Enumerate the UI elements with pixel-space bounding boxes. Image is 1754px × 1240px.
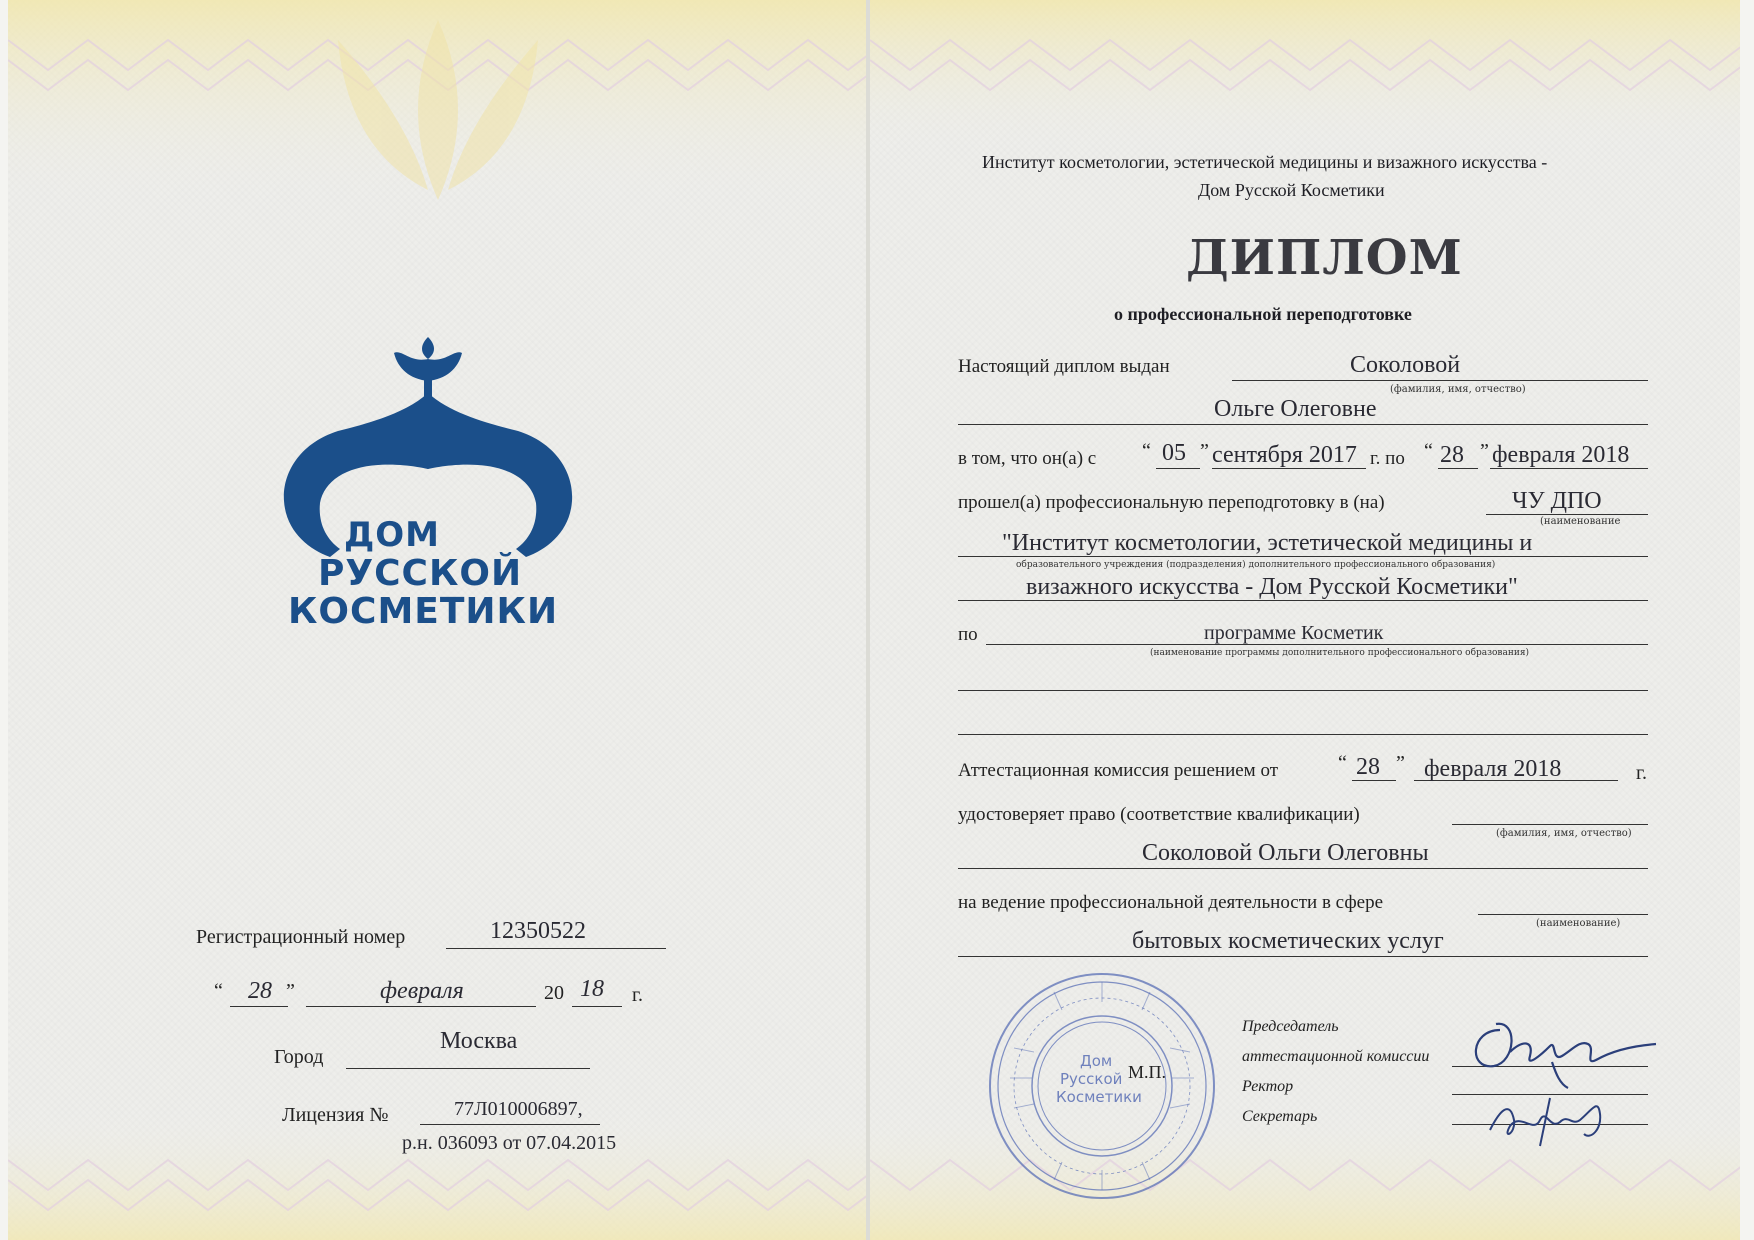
seal-center-1: Дом — [1080, 1052, 1113, 1070]
program-hint: (наименование программы дополнительного профессионального образования) — [1150, 648, 1530, 658]
certifies-line — [1452, 824, 1648, 825]
issued-label: Настоящий диплом выдан — [958, 356, 1170, 377]
chair-signature-icon — [1460, 1000, 1660, 1090]
commission-month-year: февраля 2018 — [1424, 756, 1562, 782]
license-label: Лицензия № — [282, 1104, 389, 1126]
activity-hint-line — [1478, 914, 1648, 915]
org-hint-2: образовательного учреждения (подразделения) дополнительного профессионального образования) — [1016, 560, 1496, 570]
name-value: Ольге Олеговне — [1214, 396, 1377, 422]
city-label: Город — [274, 1046, 324, 1068]
start-open-quote: “ — [1142, 440, 1151, 462]
program-extra-line-2 — [958, 734, 1648, 735]
top-ornament-band-right — [870, 0, 1740, 150]
seal-center-3: Косметики — [1056, 1088, 1142, 1106]
reg-number-value: 12350522 — [490, 918, 586, 944]
secretary-signature-icon — [1480, 1090, 1630, 1150]
end-close-quote: ” — [1480, 440, 1489, 462]
dom-russkoy-kosmetiki-logo — [278, 335, 578, 645]
reg-number-line — [446, 948, 666, 949]
activity-label: на ведение профессиональной деятельности в сфере — [958, 892, 1384, 913]
top-ornament-band — [8, 0, 866, 200]
period-mid: г. по — [1370, 448, 1405, 469]
start-month-year: сентября 2017 — [1212, 442, 1357, 468]
certifies-label: удостоверяет право (соответствие квалификации) — [958, 804, 1360, 825]
left-page — [8, 0, 866, 1240]
date-month-line — [306, 1006, 536, 1007]
fio-hint: (фамилия, имя, отчество) — [1390, 384, 1526, 395]
rector-label: Ректор — [1242, 1078, 1294, 1095]
org-line-2: визажного искусства - Дом Русской Косметики" — [1026, 574, 1518, 600]
end-month-year: февраля 2018 — [1492, 442, 1630, 468]
commission-open-quote: “ — [1338, 752, 1347, 774]
passed-label: прошел(а) профессиональную переподготовку в (на) — [958, 492, 1385, 513]
start-day: 05 — [1162, 440, 1186, 466]
name-line — [958, 424, 1648, 425]
chair-label-2: аттестационной комиссии — [1242, 1048, 1430, 1065]
date-day-value: 28 — [248, 978, 272, 1004]
secretary-label: Секретарь — [1242, 1108, 1318, 1125]
diploma-subtitle: о профессиональной переподготовке — [1114, 304, 1412, 324]
end-day: 28 — [1440, 442, 1464, 468]
org-line-1: "Институт косметологии, эстетической медицины и — [1002, 530, 1533, 556]
activity-line — [958, 956, 1648, 957]
commission-label: Аттестационная комиссия решением от — [958, 760, 1278, 781]
commission-day: 28 — [1356, 754, 1380, 780]
fio-hint-2: (фамилия, имя, отчество) — [1496, 828, 1632, 839]
start-day-line — [1156, 468, 1200, 469]
logo-line-1: ДОМ — [344, 515, 441, 555]
program-value: программе Косметик — [1204, 622, 1384, 644]
stamp-mp-label: М.П. — [1128, 1062, 1167, 1082]
start-close-quote: ” — [1200, 440, 1209, 462]
seal-center-2: Русской — [1060, 1070, 1123, 1088]
surname-line — [1232, 380, 1648, 381]
commission-g: г. — [1636, 762, 1647, 784]
date-day-line — [230, 1006, 288, 1007]
chair-label-1: Председатель — [1242, 1018, 1339, 1035]
date-year-prefix: 20 — [544, 982, 564, 1004]
program-label: по — [958, 624, 978, 645]
city-line — [346, 1068, 590, 1069]
license-number: 77Л010006897, — [454, 1098, 583, 1120]
org-hint-1: (наименование — [1540, 516, 1621, 527]
date-open-quote: “ — [214, 980, 223, 1002]
date-month-value: февраля — [380, 978, 464, 1004]
activity-value: бытовых косметических услуг — [1132, 928, 1444, 954]
period-prefix: в том, что он(а) с — [958, 448, 1097, 469]
date-g: г. — [632, 984, 643, 1006]
program-extra-line-1 — [958, 690, 1648, 691]
full-name: Соколовой Ольги Олеговны — [1142, 840, 1429, 866]
logo-line-3: КОСМЕТИКИ — [288, 591, 559, 632]
institution-seal — [984, 968, 1220, 1204]
surname-value: Соколовой — [1350, 352, 1461, 378]
activity-hint: (наименование) — [1536, 918, 1621, 929]
commission-close-quote: ” — [1396, 752, 1405, 774]
license-line — [420, 1124, 600, 1125]
date-close-quote: ” — [286, 980, 295, 1002]
institute-line-1: Институт косметологии, эстетической медицины и визажного искусства - — [982, 152, 1548, 172]
end-open-quote: “ — [1424, 440, 1433, 462]
full-name-line — [958, 868, 1648, 869]
city-value: Москва — [440, 1028, 518, 1054]
bottom-ornament-band — [8, 1110, 866, 1240]
diploma-title: ДИПЛОМ — [1186, 230, 1463, 286]
date-year-suffix: 18 — [580, 976, 604, 1002]
logo-line-2: РУССКОЙ — [318, 553, 523, 594]
date-year-line — [572, 1006, 622, 1007]
license-reg: р.н. 036093 от 07.04.2015 — [402, 1132, 617, 1154]
org-short: ЧУ ДПО — [1512, 488, 1602, 514]
reg-number-label: Регистрационный номер — [196, 926, 406, 948]
institute-line-2: Дом Русской Косметики — [1198, 180, 1385, 200]
